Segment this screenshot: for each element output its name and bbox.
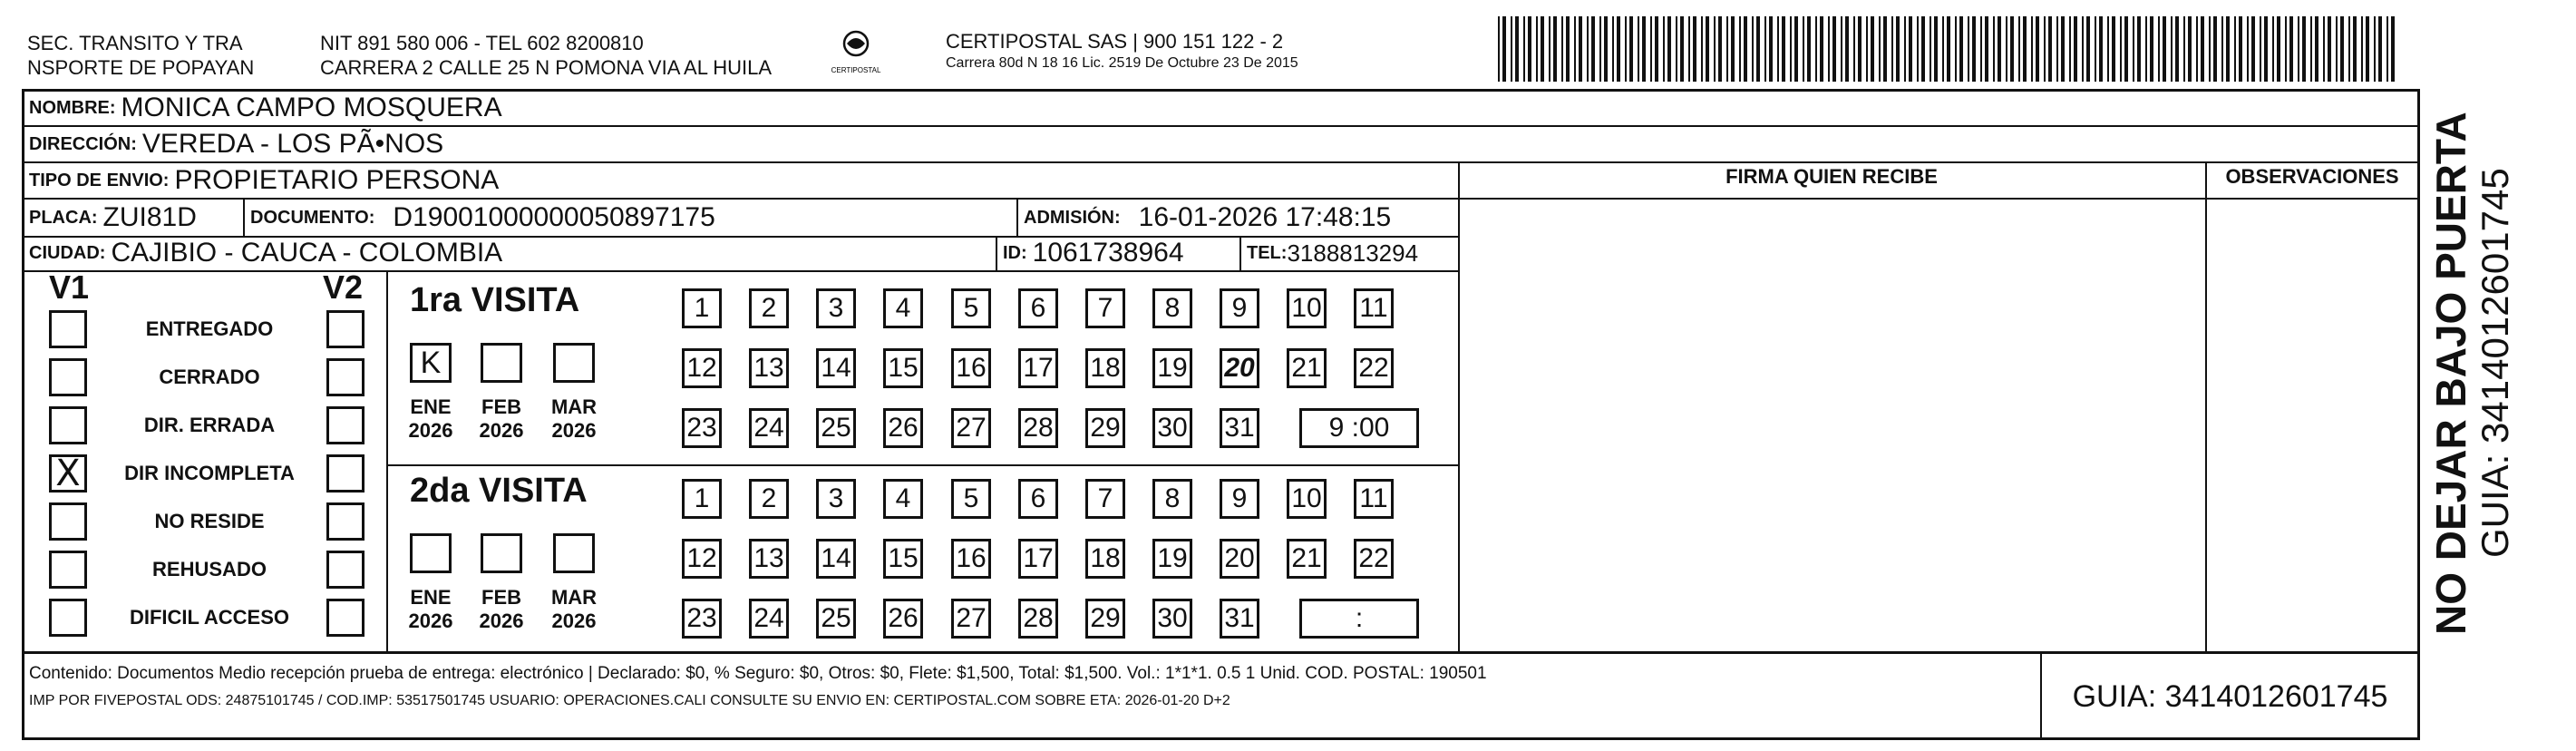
second-month-checkbox[interactable] bbox=[410, 533, 452, 573]
status-label: NO RESIDE bbox=[154, 510, 265, 532]
admision-field bbox=[1024, 200, 1391, 236]
second-day-box[interactable]: 11 bbox=[1354, 479, 1394, 519]
status-label: DIR INCOMPLETA bbox=[124, 462, 295, 484]
first-day-box[interactable]: 22 bbox=[1354, 348, 1394, 388]
first-day-box[interactable]: 1 bbox=[682, 288, 722, 328]
second-day-box[interactable]: 8 bbox=[1152, 479, 1192, 519]
second-time-box[interactable]: : bbox=[1299, 599, 1419, 639]
first-day-box[interactable]: 23 bbox=[682, 408, 722, 448]
second-day-box[interactable]: 22 bbox=[1354, 539, 1394, 579]
second-day-box[interactable]: 6 bbox=[1018, 479, 1058, 519]
v2-checkbox[interactable] bbox=[326, 310, 365, 348]
status-label: CERRADO bbox=[159, 366, 260, 388]
first-day-box[interactable]: 10 bbox=[1287, 288, 1327, 328]
guia-box: GUIA: 3414012601745 bbox=[2072, 679, 2388, 714]
first-day-box[interactable]: 31 bbox=[1220, 408, 1259, 448]
v1-checkbox[interactable]: X bbox=[49, 454, 87, 493]
second-day-box[interactable]: 3 bbox=[816, 479, 856, 519]
svg-text:CERTIPOSTAL: CERTIPOSTAL bbox=[831, 66, 881, 74]
second-day-box[interactable]: 31 bbox=[1220, 599, 1259, 639]
sender-contact bbox=[320, 31, 772, 80]
tipo-envio-label: TIPO DE ENVIO: bbox=[29, 170, 170, 190]
placa-label: PLACA: bbox=[29, 207, 98, 228]
second-day-box[interactable]: 16 bbox=[951, 539, 991, 579]
second-day-box[interactable]: 25 bbox=[816, 599, 856, 639]
second-month-label bbox=[399, 586, 462, 633]
v1-checkbox[interactable] bbox=[49, 358, 87, 396]
first-day-box[interactable]: 20 bbox=[1220, 348, 1259, 388]
nit-line: NIT 891 580 006 - TEL 602 8200810 bbox=[320, 32, 644, 54]
second-day-box[interactable]: 19 bbox=[1152, 539, 1192, 579]
first-day-box[interactable]: 26 bbox=[883, 408, 923, 448]
second-day-box[interactable]: 20 bbox=[1220, 539, 1259, 579]
observaciones-header: OBSERVACIONES bbox=[2225, 165, 2399, 188]
tel-value: 3188813294 bbox=[1287, 239, 1419, 267]
v2-header: V2 bbox=[323, 268, 364, 306]
documento-field bbox=[250, 200, 715, 236]
sender-line-1: SEC. TRANSITO Y TRA bbox=[27, 32, 243, 54]
first-month-label bbox=[470, 395, 533, 443]
second-day-box[interactable]: 7 bbox=[1085, 479, 1125, 519]
second-day-box[interactable]: 27 bbox=[951, 599, 991, 639]
second-day-box[interactable]: 26 bbox=[883, 599, 923, 639]
second-day-box[interactable]: 1 bbox=[682, 479, 722, 519]
first-day-box[interactable]: 8 bbox=[1152, 288, 1192, 328]
direccion-row bbox=[29, 127, 443, 161]
month-name: FEB bbox=[481, 395, 521, 418]
id-value: 1061738964 bbox=[1032, 238, 1184, 268]
first-day-box[interactable]: 29 bbox=[1085, 408, 1125, 448]
first-day-box[interactable]: 2 bbox=[749, 288, 789, 328]
month-name: MAR bbox=[550, 586, 598, 609]
second-day-box[interactable]: 4 bbox=[883, 479, 923, 519]
first-time-box[interactable]: 9 :00 bbox=[1299, 408, 1419, 448]
v2-checkbox[interactable] bbox=[326, 406, 365, 444]
status-label: DIR. ERRADA bbox=[143, 414, 276, 436]
second-visit-title: 2da VISITA bbox=[410, 472, 588, 510]
barcode bbox=[1496, 13, 2403, 82]
tel-label: TEL: bbox=[1247, 242, 1288, 263]
second-day-box[interactable]: 28 bbox=[1018, 599, 1058, 639]
admision-value: 16-01-2026 17:48:15 bbox=[1138, 202, 1392, 232]
license-line: Carrera 80d N 18 16 Lic. 2519 De Octubre 23 De 2015 bbox=[946, 55, 1298, 71]
v2-checkbox[interactable] bbox=[326, 502, 365, 541]
first-day-box[interactable]: 3 bbox=[816, 288, 856, 328]
month-year: 2026 bbox=[551, 419, 597, 442]
month-name: ENE bbox=[410, 586, 452, 609]
side-guia: GUIA: 3414012601745 bbox=[2474, 168, 2516, 558]
observaciones-area[interactable] bbox=[2209, 200, 2417, 652]
direccion-label: DIRECCIÓN: bbox=[29, 133, 137, 154]
month-year: 2026 bbox=[408, 610, 453, 632]
v2-checkbox[interactable] bbox=[326, 551, 365, 589]
second-day-box[interactable]: 9 bbox=[1220, 479, 1259, 519]
first-day-box[interactable]: 30 bbox=[1152, 408, 1192, 448]
second-day-box[interactable]: 23 bbox=[682, 599, 722, 639]
v1-checkbox[interactable] bbox=[49, 310, 87, 348]
month-year: 2026 bbox=[408, 419, 453, 442]
first-day-box[interactable]: 27 bbox=[951, 408, 991, 448]
status-label: DIFICIL ACCESO bbox=[129, 606, 289, 629]
no-dejar-notice: NO DEJAR BAJO PUERTA bbox=[2427, 112, 2474, 635]
second-day-box[interactable]: 5 bbox=[951, 479, 991, 519]
first-day-box[interactable]: 4 bbox=[883, 288, 923, 328]
status-label: REHUSADO bbox=[152, 558, 267, 580]
first-day-box[interactable]: 19 bbox=[1152, 348, 1192, 388]
first-day-box[interactable]: 15 bbox=[883, 348, 923, 388]
v1-header: V1 bbox=[49, 268, 90, 306]
first-day-box[interactable]: 7 bbox=[1085, 288, 1125, 328]
first-month-checkbox[interactable]: K bbox=[410, 343, 452, 383]
first-month-label bbox=[399, 395, 462, 443]
admision-label: ADMISIÓN: bbox=[1024, 207, 1121, 228]
month-year: 2026 bbox=[479, 419, 524, 442]
first-day-box[interactable]: 25 bbox=[816, 408, 856, 448]
first-month-checkbox[interactable] bbox=[553, 343, 595, 383]
second-month-label bbox=[542, 586, 606, 633]
status-label: ENTREGADO bbox=[145, 317, 274, 340]
second-day-box[interactable]: 15 bbox=[883, 539, 923, 579]
id-label: ID: bbox=[1003, 242, 1027, 263]
second-day-box[interactable]: 18 bbox=[1085, 539, 1125, 579]
v2-checkbox[interactable] bbox=[326, 599, 365, 637]
sender-line-2: NSPORTE DE POPAYAN bbox=[27, 56, 255, 79]
tel-field bbox=[1247, 236, 1418, 270]
month-year: 2026 bbox=[551, 610, 597, 632]
month-name: MAR bbox=[550, 395, 598, 418]
v1-checkbox[interactable] bbox=[49, 551, 87, 589]
first-day-box[interactable]: 21 bbox=[1287, 348, 1327, 388]
second-day-box[interactable]: 12 bbox=[682, 539, 722, 579]
first-day-box[interactable]: 17 bbox=[1018, 348, 1058, 388]
first-day-box[interactable]: 6 bbox=[1018, 288, 1058, 328]
nombre-value: MONICA CAMPO MOSQUERA bbox=[121, 93, 502, 122]
first-day-box[interactable]: 12 bbox=[682, 348, 722, 388]
print-info-line: IMP POR FIVEPOSTAL ODS: 24875101745 / COD.IMP: 53517501745 USUARIO: OPERACIONES.CALI CONSULTE SU ENVIO EN: CERTIPOSTAL.COM SOBRE ETA: 2026-01-20 D+2 bbox=[29, 693, 1230, 708]
first-day-box[interactable]: 18 bbox=[1085, 348, 1125, 388]
documento-label: DOCUMENTO: bbox=[250, 207, 375, 228]
second-month-checkbox[interactable] bbox=[553, 533, 595, 573]
direccion-value: VEREDA - LOS PÃ•NOS bbox=[141, 129, 444, 159]
sender-name bbox=[27, 31, 254, 80]
company-info bbox=[946, 29, 1298, 73]
first-day-box[interactable]: 14 bbox=[816, 348, 856, 388]
firma-header: FIRMA QUIEN RECIBE bbox=[1725, 165, 1938, 188]
nombre-row bbox=[29, 91, 502, 125]
ciudad-field bbox=[29, 236, 502, 270]
v2-checkbox[interactable] bbox=[326, 454, 365, 493]
second-day-box[interactable]: 30 bbox=[1152, 599, 1192, 639]
second-day-box[interactable]: 29 bbox=[1085, 599, 1125, 639]
certipostal-logo-icon bbox=[831, 27, 881, 78]
content-line: Contenido: Documentos Medio recepción prueba de entrega: electrónico | Declarado: $0, % Seguro: $0, Otros: $0, Flete: $1,500, Total: $1,500. Vol.: 1*1*1. 0.5 1 Unid. COD. POSTAL: 190501 bbox=[29, 664, 1487, 683]
second-day-box[interactable]: 14 bbox=[816, 539, 856, 579]
first-day-box[interactable]: 9 bbox=[1220, 288, 1259, 328]
first-day-box[interactable]: 24 bbox=[749, 408, 789, 448]
second-day-box[interactable]: 17 bbox=[1018, 539, 1058, 579]
first-day-box[interactable]: 11 bbox=[1354, 288, 1394, 328]
first-month-label bbox=[542, 395, 606, 443]
first-visit-title: 1ra VISITA bbox=[410, 281, 580, 319]
tipo-envio-value: PROPIETARIO PERSONA bbox=[174, 165, 500, 195]
second-day-box[interactable]: 2 bbox=[749, 479, 789, 519]
first-day-box[interactable]: 28 bbox=[1018, 408, 1058, 448]
v2-checkbox[interactable] bbox=[326, 358, 365, 396]
first-month-checkbox[interactable] bbox=[481, 343, 522, 383]
second-day-box[interactable]: 24 bbox=[749, 599, 789, 639]
second-day-box[interactable]: 10 bbox=[1287, 479, 1327, 519]
id-field bbox=[1003, 236, 1184, 270]
v1-checkbox[interactable] bbox=[49, 599, 87, 637]
month-year: 2026 bbox=[479, 610, 524, 632]
placa-value: ZUI81D bbox=[102, 202, 197, 232]
address-line: CARRERA 2 CALLE 25 N POMONA VIA AL HUILA bbox=[320, 56, 773, 79]
company-line: CERTIPOSTAL SAS | 900 151 122 - 2 bbox=[946, 30, 1284, 53]
ciudad-value: CAJIBIO - CAUCA - COLOMBIA bbox=[111, 238, 503, 268]
second-month-label bbox=[470, 586, 533, 633]
month-name: FEB bbox=[481, 586, 521, 609]
second-day-box[interactable]: 21 bbox=[1287, 539, 1327, 579]
month-name: ENE bbox=[410, 395, 452, 418]
first-day-box[interactable]: 13 bbox=[749, 348, 789, 388]
tipo-envio-row bbox=[29, 163, 499, 198]
ciudad-label: CIUDAD: bbox=[29, 242, 106, 263]
placa-field bbox=[29, 200, 197, 236]
documento-value: D19001000000050897175 bbox=[393, 202, 715, 232]
firma-area[interactable] bbox=[1462, 200, 2203, 652]
first-day-box[interactable]: 16 bbox=[951, 348, 991, 388]
first-day-box[interactable]: 5 bbox=[951, 288, 991, 328]
second-day-box[interactable]: 13 bbox=[749, 539, 789, 579]
second-month-checkbox[interactable] bbox=[481, 533, 522, 573]
nombre-label: NOMBRE: bbox=[29, 97, 116, 118]
v1-checkbox[interactable] bbox=[49, 406, 87, 444]
v1-checkbox[interactable] bbox=[49, 502, 87, 541]
